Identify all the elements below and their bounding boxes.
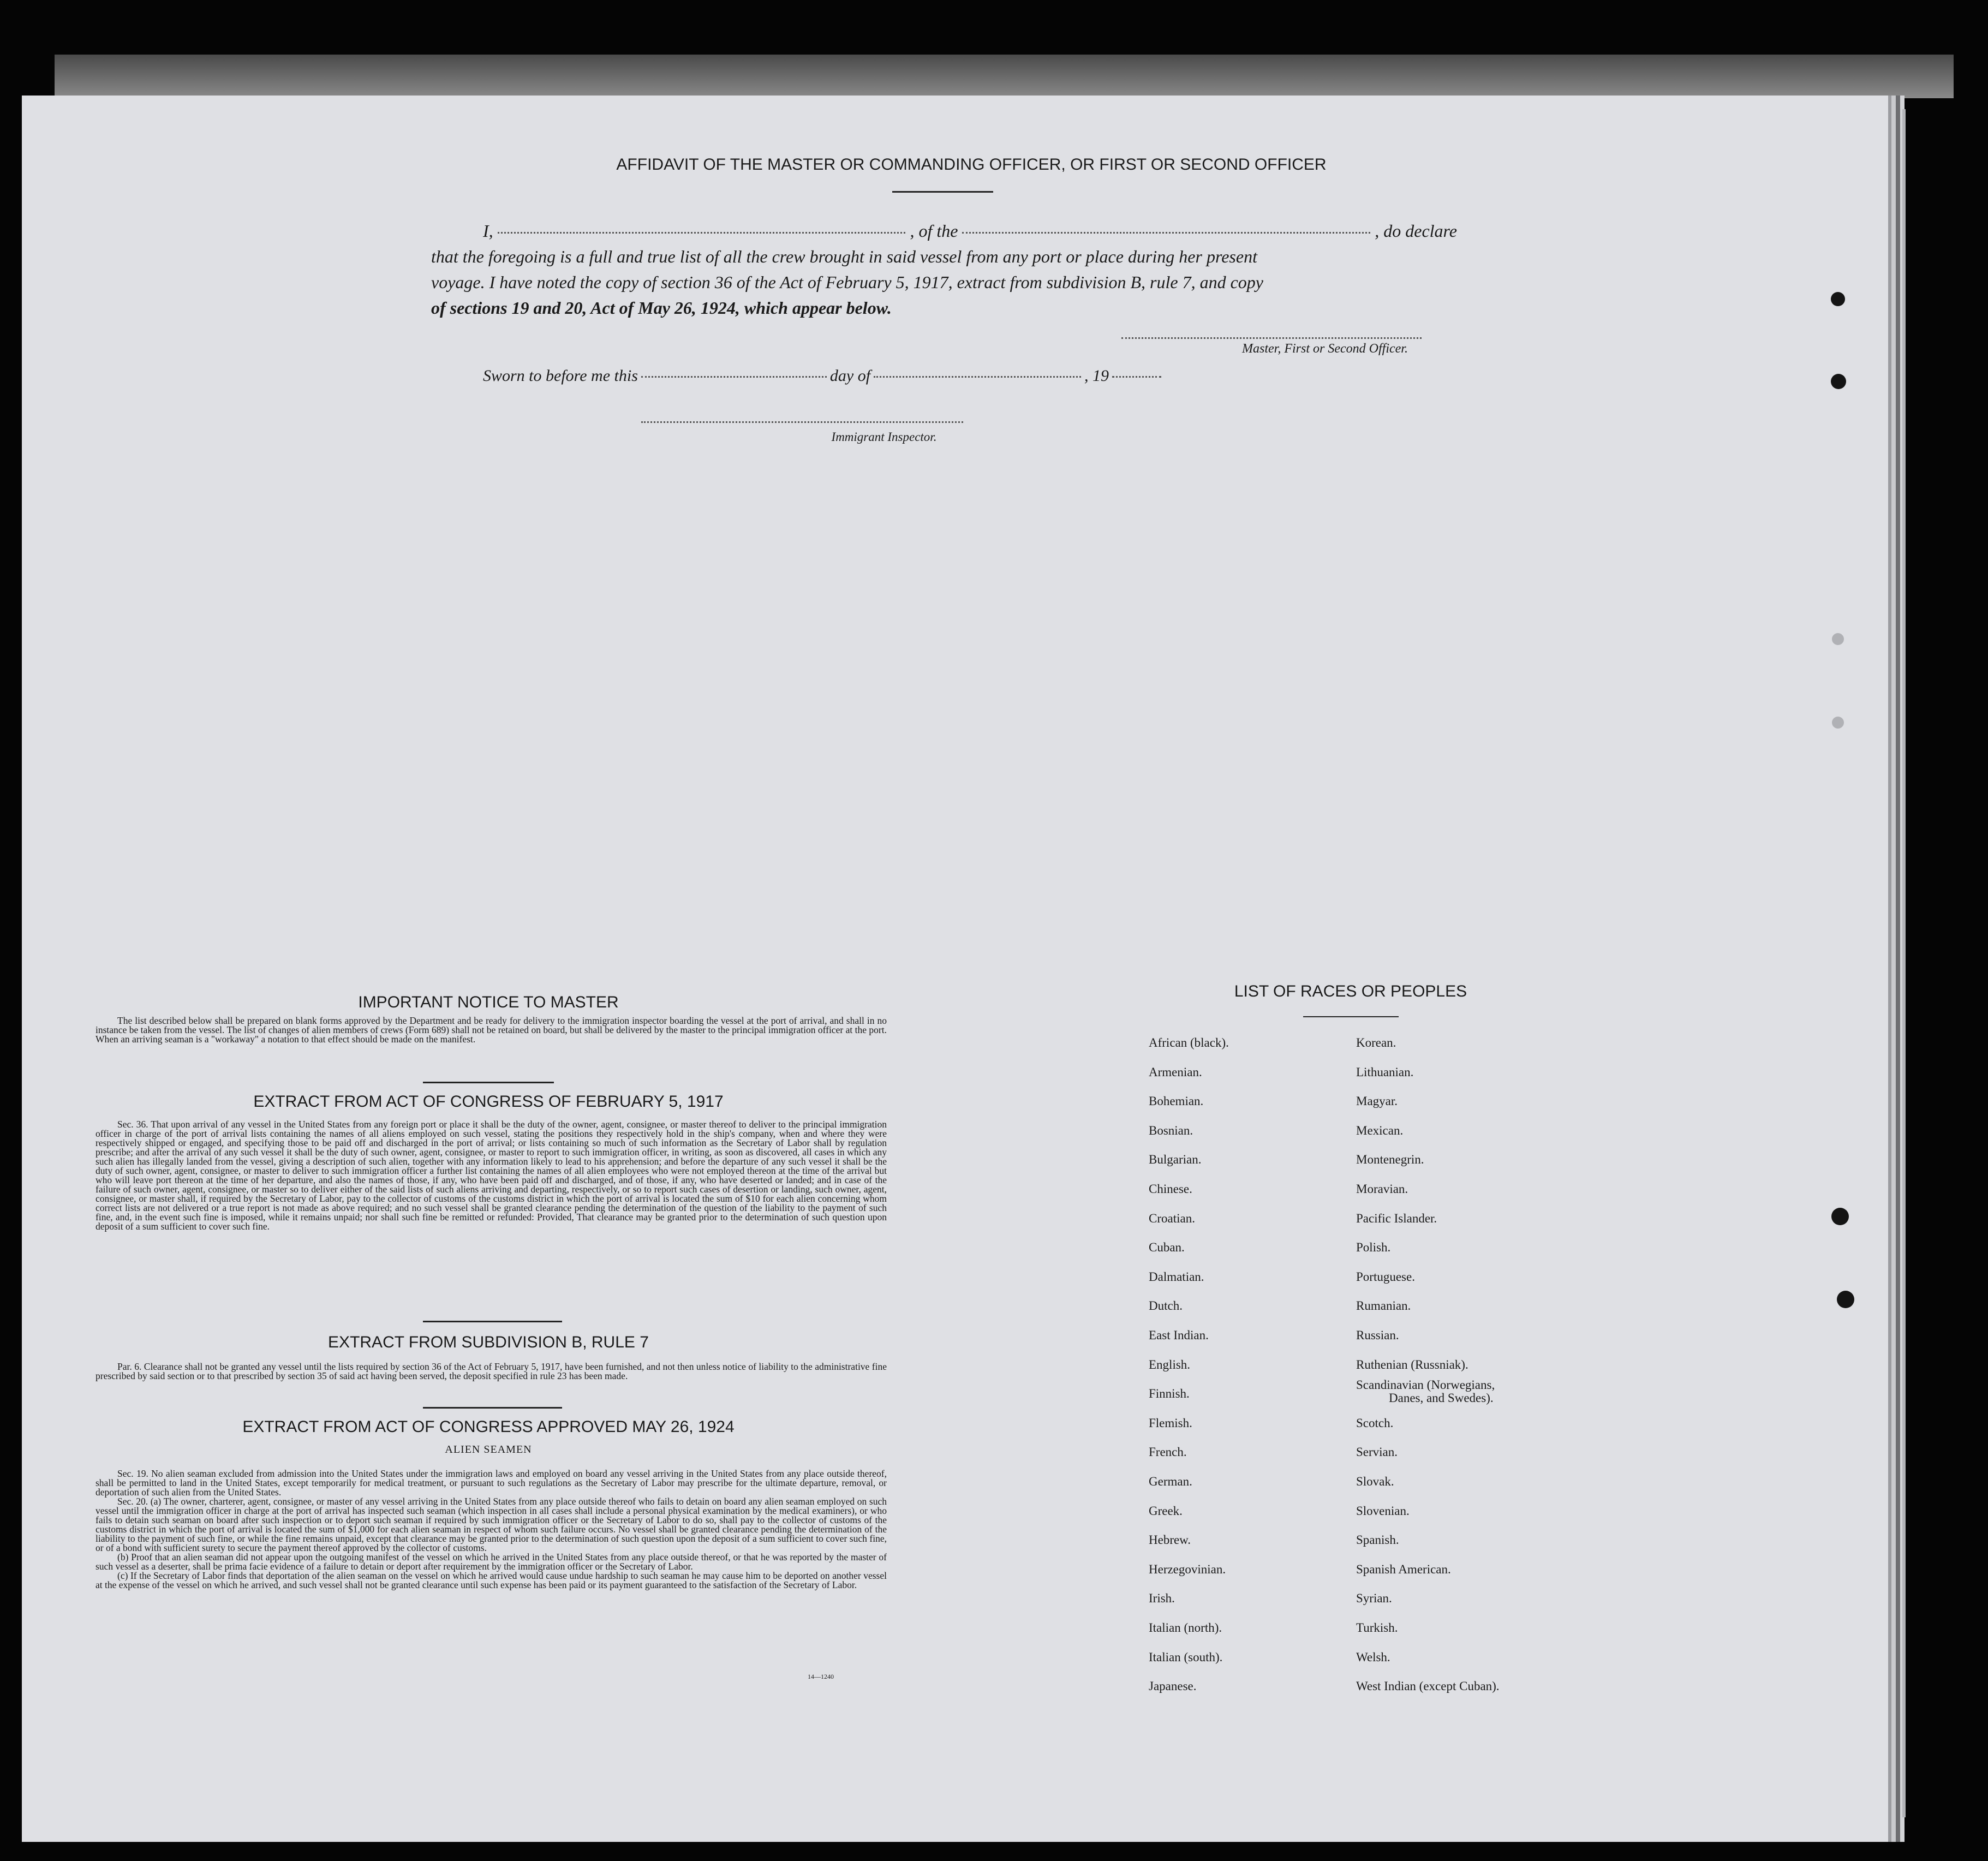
race-item: East Indian.: [1149, 1328, 1209, 1342]
race-item: Mexican.: [1356, 1124, 1404, 1137]
race-item: Spanish American.: [1356, 1562, 1451, 1576]
race-item: Dutch.: [1149, 1299, 1183, 1313]
race-item: Flemish.: [1149, 1416, 1192, 1430]
race-item: Cuban.: [1149, 1240, 1185, 1254]
race-item: Scotch.: [1356, 1416, 1394, 1430]
act-1917-title: EXTRACT FROM ACT OF CONGRESS OF FEBRUARY 5, 1917: [253, 1093, 724, 1111]
race-item: French.: [1149, 1445, 1187, 1459]
sworn-statement: [483, 367, 1203, 385]
race-item: Italian (north).: [1149, 1621, 1222, 1635]
race-item: Bulgarian.: [1149, 1153, 1202, 1166]
race-item: Korean.: [1356, 1036, 1396, 1049]
race-item-continuation: Danes, and Swedes).: [1389, 1391, 1494, 1405]
declaration-line-4: of sections 19 and 20, Act of May 26, 1924, which appear below.: [431, 298, 892, 318]
binder-hole: [1837, 1291, 1854, 1308]
sworn-prefix: Sworn to before me this: [483, 367, 638, 385]
race-item: Slovak.: [1356, 1475, 1394, 1488]
race-item: Welsh.: [1356, 1650, 1390, 1664]
inspector-signature-field[interactable]: [641, 421, 963, 423]
race-item: Polish.: [1356, 1240, 1391, 1254]
race-item: Servian.: [1356, 1445, 1398, 1459]
act-1924-title: EXTRACT FROM ACT OF CONGRESS APPROVED MAY 26, 1924: [242, 1418, 735, 1436]
section-19-paragraph: Sec. 19. No alien seaman excluded from admission into the United States under the immigration laws and employed on board any vessel arriving in the United States from any place outside thereof, shall be permitted to land in the United States, except temporarily for medical treatment, or pursuant to such regulations as the Secretary of Labor may prescribe for the ultimate departure, removal, or deportation of such alien from the United States.: [95, 1468, 887, 1498]
act-1917-paragraph: Sec. 36. That upon arrival of any vessel in the United States from any foreign port or place it shall be the duty of the owner, agent, consignee, or master thereof to deliver to the principal immigration officer in charge of the port of arrival lists containing the names of all aliens employed on such vessel, stating the positions they respectively hold in the ship's company, when and where they were respectively shipped or engaged, and specifying those to be paid off and discharged in the port of arrival; or lists containing so much of such information as the Secretary of Labor shall by regulation prescribe; and after the arrival of any such vessel it shall be the duty of such owner, agent, consignee, or master to report to such immigration officer, in writing, as soon as discovered, all cases in which any such alien has illegally landed from the vessel, giving a description of such alien, together with any information likely to lead to his apprehension; and before the departure of any such vessel it shall be the duty of such owner, agent, consignee, or master to deliver to such immigration officer a further list containing the names of all alien employees who were not employed thereon at the time of the arrival but who will leave port thereon at the time of her departure, and also the names of those, if any, who have been paid off and discharged, and of those, if any, who have deserted or landed; and in case of the failure of such owner, agent, consignee, or master so to deliver either of the said lists of such aliens arriving and departing, respectively, or so to report such cases of desertion or landing, such owner, agent, consignee, or master shall, if required by the Secretary of Labor, pay to the collector of customs of the customs district in which the port of arrival is located the sum of $10 for each alien concerning whom correct lists are not delivered or a true report is not made as above required; and no such vessel shall be granted clearance pending the determination of the question of the liability to the payment of such fine, and, in the event such fine is imposed, while it remains unpaid; nor shall such fine be remitted or refunded: Provided, That clearance may be granted prior to the determination of such question upon deposit of a sum sufficient to cover such fine.: [95, 1119, 887, 1232]
binder-hole: [1832, 633, 1844, 645]
section-20c-paragraph: (c) If the Secretary of Labor finds that deportation of the alien seaman on the vessel on which he arrived would cause undue hardship to such seaman he may cause him to be deported on another vessel at the expense of the vessel on which he arrived, and such vessel shall not be granted clearance until such expense has been paid or its payment guaranteed to the satisfaction of the Secretary of Labor.: [95, 1570, 887, 1590]
notice-text: [95, 1016, 887, 1044]
race-item: German.: [1149, 1475, 1192, 1488]
race-item: West Indian (except Cuban).: [1356, 1679, 1500, 1693]
declarant-prefix: I,: [483, 221, 493, 241]
race-item: Armenian.: [1149, 1065, 1202, 1079]
section-rule: [423, 1407, 562, 1409]
sworn-year-field[interactable]: [1112, 376, 1161, 378]
binder-hole: [1832, 717, 1844, 729]
race-item: Moravian.: [1356, 1182, 1408, 1196]
race-item: Finnish.: [1149, 1387, 1190, 1400]
sworn-year-prefix: , 19: [1084, 367, 1109, 385]
race-item: Bosnian.: [1149, 1124, 1193, 1137]
race-item: Japanese.: [1149, 1679, 1197, 1693]
race-item: Portuguese.: [1356, 1270, 1415, 1284]
notice-paragraph: The list described below shall be prepared on blank forms approved by the Department and be ready for delivery to the immigration inspector boarding the vessel at the port of arrival, and shall in no instance be taken from the vessel. The list of changes of alien members of crews (Form 689) shall not be retained on board, but shall be delivered by the master to the principal immigration officer at the port. When an arriving seaman is a "workaway" a notation to that effect should be made on the manifest.: [95, 1015, 887, 1045]
declare-text: , do declare: [1375, 221, 1457, 241]
notice-title: IMPORTANT NOTICE TO MASTER: [358, 993, 619, 1011]
sworn-day-field[interactable]: [641, 376, 827, 378]
rule-7-title: EXTRACT FROM SUBDIVISION B, RULE 7: [328, 1333, 649, 1351]
page-edge: [1902, 109, 1906, 1817]
race-item: Greek.: [1149, 1504, 1183, 1518]
act-1917-text: [95, 1120, 887, 1231]
race-item: Rumanian.: [1356, 1299, 1411, 1313]
rule-7-text: [95, 1362, 887, 1381]
race-item: Spanish.: [1356, 1533, 1399, 1547]
race-item: English.: [1149, 1358, 1191, 1371]
binder-hole: [1831, 1208, 1849, 1225]
affidavit-declaration: [431, 218, 1457, 321]
race-item: Magyar.: [1356, 1094, 1398, 1108]
race-item: Bohemian.: [1149, 1094, 1204, 1108]
race-item: Hebrew.: [1149, 1533, 1191, 1547]
vessel-name-field[interactable]: [962, 232, 1370, 234]
binder-hole: [1831, 292, 1845, 306]
race-item: Pacific Islander.: [1356, 1212, 1437, 1225]
race-item-text: Scandinavian (Norwegians,: [1356, 1378, 1495, 1392]
race-item: Italian (south).: [1149, 1650, 1223, 1664]
race-item: Syrian.: [1356, 1591, 1392, 1605]
races-rule: [1303, 1016, 1399, 1017]
race-item: Ruthenian (Russniak).: [1356, 1358, 1468, 1371]
title-rule: [892, 191, 993, 193]
race-item: African (black).: [1149, 1036, 1229, 1049]
rule-7-paragraph: Par. 6. Clearance shall not be granted any vessel until the lists required by section 36 of the Act of February 5, 1917, have been furnished, and not then unless notice of liability to the administrative fine prescribed by said section or to that prescribed by section 35 of said act having been served, the deposit specified in rule 23 has been made.: [95, 1361, 887, 1381]
master-signature-field[interactable]: [1121, 337, 1422, 339]
race-item: [1356, 1378, 1495, 1404]
sworn-dayof: day of: [829, 367, 871, 385]
declaration-line-1: [431, 218, 1457, 244]
binder-hole: [1831, 374, 1846, 389]
section-20a-paragraph: Sec. 20. (a) The owner, charterer, agent, consignee, or master of any vessel arriving in the United States from any place outside thereof who fails to detain on board any alien seaman employed on such vessel until the immigration officer in charge at the port of arrival has inspected such seaman (which inspection in all cases shall include a personal physical examination by the medical examiners), or who fails to detain such seaman on board after such inspection or to deport such seaman if required by such immigration officer or the Secretary of Labor to do so, shall pay to the collector of customs of the customs district in which the port of arrival is located the sum of $1,000 for each alien seaman in respect of whom such failure occurs. No vessel shall be granted clearance pending the determination of the liability to the payment of such fine, or while the fine remains unpaid, except that clearance may be granted prior to the determination of such question upon the deposit of a sum sufficient to cover such fine, or of a bond with sufficient surety to secure the payment thereof approved by the collector of customs.: [95, 1496, 887, 1553]
race-item: Herzegovinian.: [1149, 1562, 1226, 1576]
race-item: Dalmatian.: [1149, 1270, 1204, 1284]
race-item: Slovenian.: [1356, 1504, 1410, 1518]
race-item: Irish.: [1149, 1591, 1175, 1605]
sworn-month-field[interactable]: [874, 376, 1081, 378]
act-1924-text: [95, 1469, 887, 1590]
declarant-name-field[interactable]: [498, 232, 906, 234]
race-item: Lithuanian.: [1356, 1065, 1414, 1079]
race-item: Croatian.: [1149, 1212, 1195, 1225]
scan-border: [55, 55, 1954, 98]
affidavit-title: AFFIDAVIT OF THE MASTER OR COMMANDING OFFICER, OR FIRST OR SECOND OFFICER: [616, 156, 1327, 174]
inspector-label: Immigrant Inspector.: [831, 430, 937, 444]
form-number: 14—1240: [808, 1673, 834, 1680]
race-item: Chinese.: [1149, 1182, 1192, 1196]
section-20b-paragraph: (b) Proof that an alien seaman did not appear upon the outgoing manifest of the vessel on which he arrived in the United States from any place outside thereof, or that he was reported by the master of such vessel as a deserter, shall be prima facie evidence of a failure to detain or deport after requirement by the immigration officer or the Secretary of Labor.: [95, 1552, 887, 1572]
declaration-line-3: voyage. I have noted the copy of section 36 of the Act of February 5, 1917, extract from subdivision B, rule 7, and copy: [431, 272, 1263, 292]
declaration-line-2: that the foregoing is a full and true list of all the crew brought in said vessel from any port or place during her present: [431, 247, 1257, 266]
master-signature-label: Master, First or Second Officer.: [1242, 342, 1408, 356]
race-item: Russian.: [1356, 1328, 1399, 1342]
race-item: Turkish.: [1356, 1621, 1398, 1635]
section-rule: [423, 1082, 554, 1083]
race-item: Montenegrin.: [1356, 1153, 1424, 1166]
alien-seamen-subtitle: ALIEN SEAMEN: [445, 1444, 532, 1456]
races-title: LIST OF RACES OR PEOPLES: [1234, 982, 1467, 1000]
vessel-prefix: , of the: [910, 221, 958, 241]
section-rule: [423, 1321, 562, 1322]
